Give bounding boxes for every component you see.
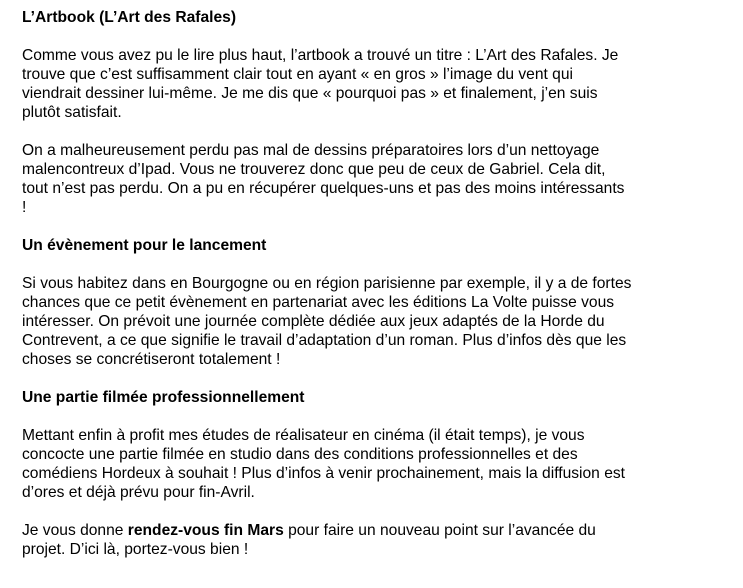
text-line: ! xyxy=(22,199,27,216)
text-line: On a malheureusement perdu pas mal de dessins préparatoires lors d’un nettoyage xyxy=(22,142,600,159)
paragraph xyxy=(22,426,722,502)
text-line: intéresser. On prévoit une journée complète dédiée aux jeux adaptés de la Horde du xyxy=(22,313,605,330)
section-heading: Un évènement pour le lancement xyxy=(22,237,267,254)
paragraph xyxy=(22,141,722,217)
section-filmed-part xyxy=(22,388,722,502)
text-line xyxy=(22,521,722,540)
closing-text-end: pour faire un nouveau point sur l’avancée du xyxy=(283,522,596,539)
text-line: chances que ce petit évènement en partenariat avec les éditions La Volte puisse vous xyxy=(22,294,615,311)
text-line: d’ores et déjà prévu pour fin-Avril. xyxy=(22,484,255,501)
section-heading: Une partie filmée professionnellement xyxy=(22,389,305,406)
paragraph xyxy=(22,274,722,369)
text-line: tout n’est pas perdu. On a pu en récupérer quelques-uns et pas des moins intéressants xyxy=(22,180,625,197)
text-line: Mettant enfin à profit mes études de réalisateur en cinéma (il était temps), je vous xyxy=(22,427,585,444)
section-artbook xyxy=(22,8,722,217)
closing-text-start: Je vous donne xyxy=(22,522,128,539)
text-line: viendrait dessiner lui-même. Je me dis que « pourquoi pas » et finalement, j’en suis xyxy=(22,85,598,102)
text-line: Comme vous avez pu le lire plus haut, l’artbook a trouvé un titre : L’Art des Rafales. Je xyxy=(22,47,619,64)
text-line: choses se concrétiseront totalement ! xyxy=(22,351,281,368)
text-line: Si vous habitez dans en Bourgogne ou en région parisienne par exemple, il y a de fortes xyxy=(22,275,632,292)
section-heading: L’Artbook (L’Art des Rafales) xyxy=(22,9,237,26)
paragraph xyxy=(22,46,722,122)
closing-highlight: rendez-vous fin Mars xyxy=(127,522,284,539)
text-line: plutôt satisfait. xyxy=(22,104,122,121)
text-line: Contrevent, a ce que signifie le travail d’adaptation d’un roman. Plus d’infos dès que les xyxy=(22,332,627,349)
text-line: trouve que c’est suffisamment clair tout en ayant « en gros » l’image du vent qui xyxy=(22,66,573,83)
section-launch-event xyxy=(22,236,722,369)
closing-paragraph xyxy=(22,521,722,559)
text-line: malencontreux d’Ipad. Vous ne trouverez donc que peu de ceux de Gabriel. Cela dit, xyxy=(22,161,606,178)
text-line: projet. D’ici là, portez-vous bien ! xyxy=(22,541,249,558)
text-line: comédiens Hordeux à souhait ! Plus d’infos à venir prochainement, mais la diffusion est xyxy=(22,465,625,482)
article-body xyxy=(22,8,722,559)
text-line: concocte une partie filmée en studio dans des conditions professionnelles et des xyxy=(22,446,578,463)
